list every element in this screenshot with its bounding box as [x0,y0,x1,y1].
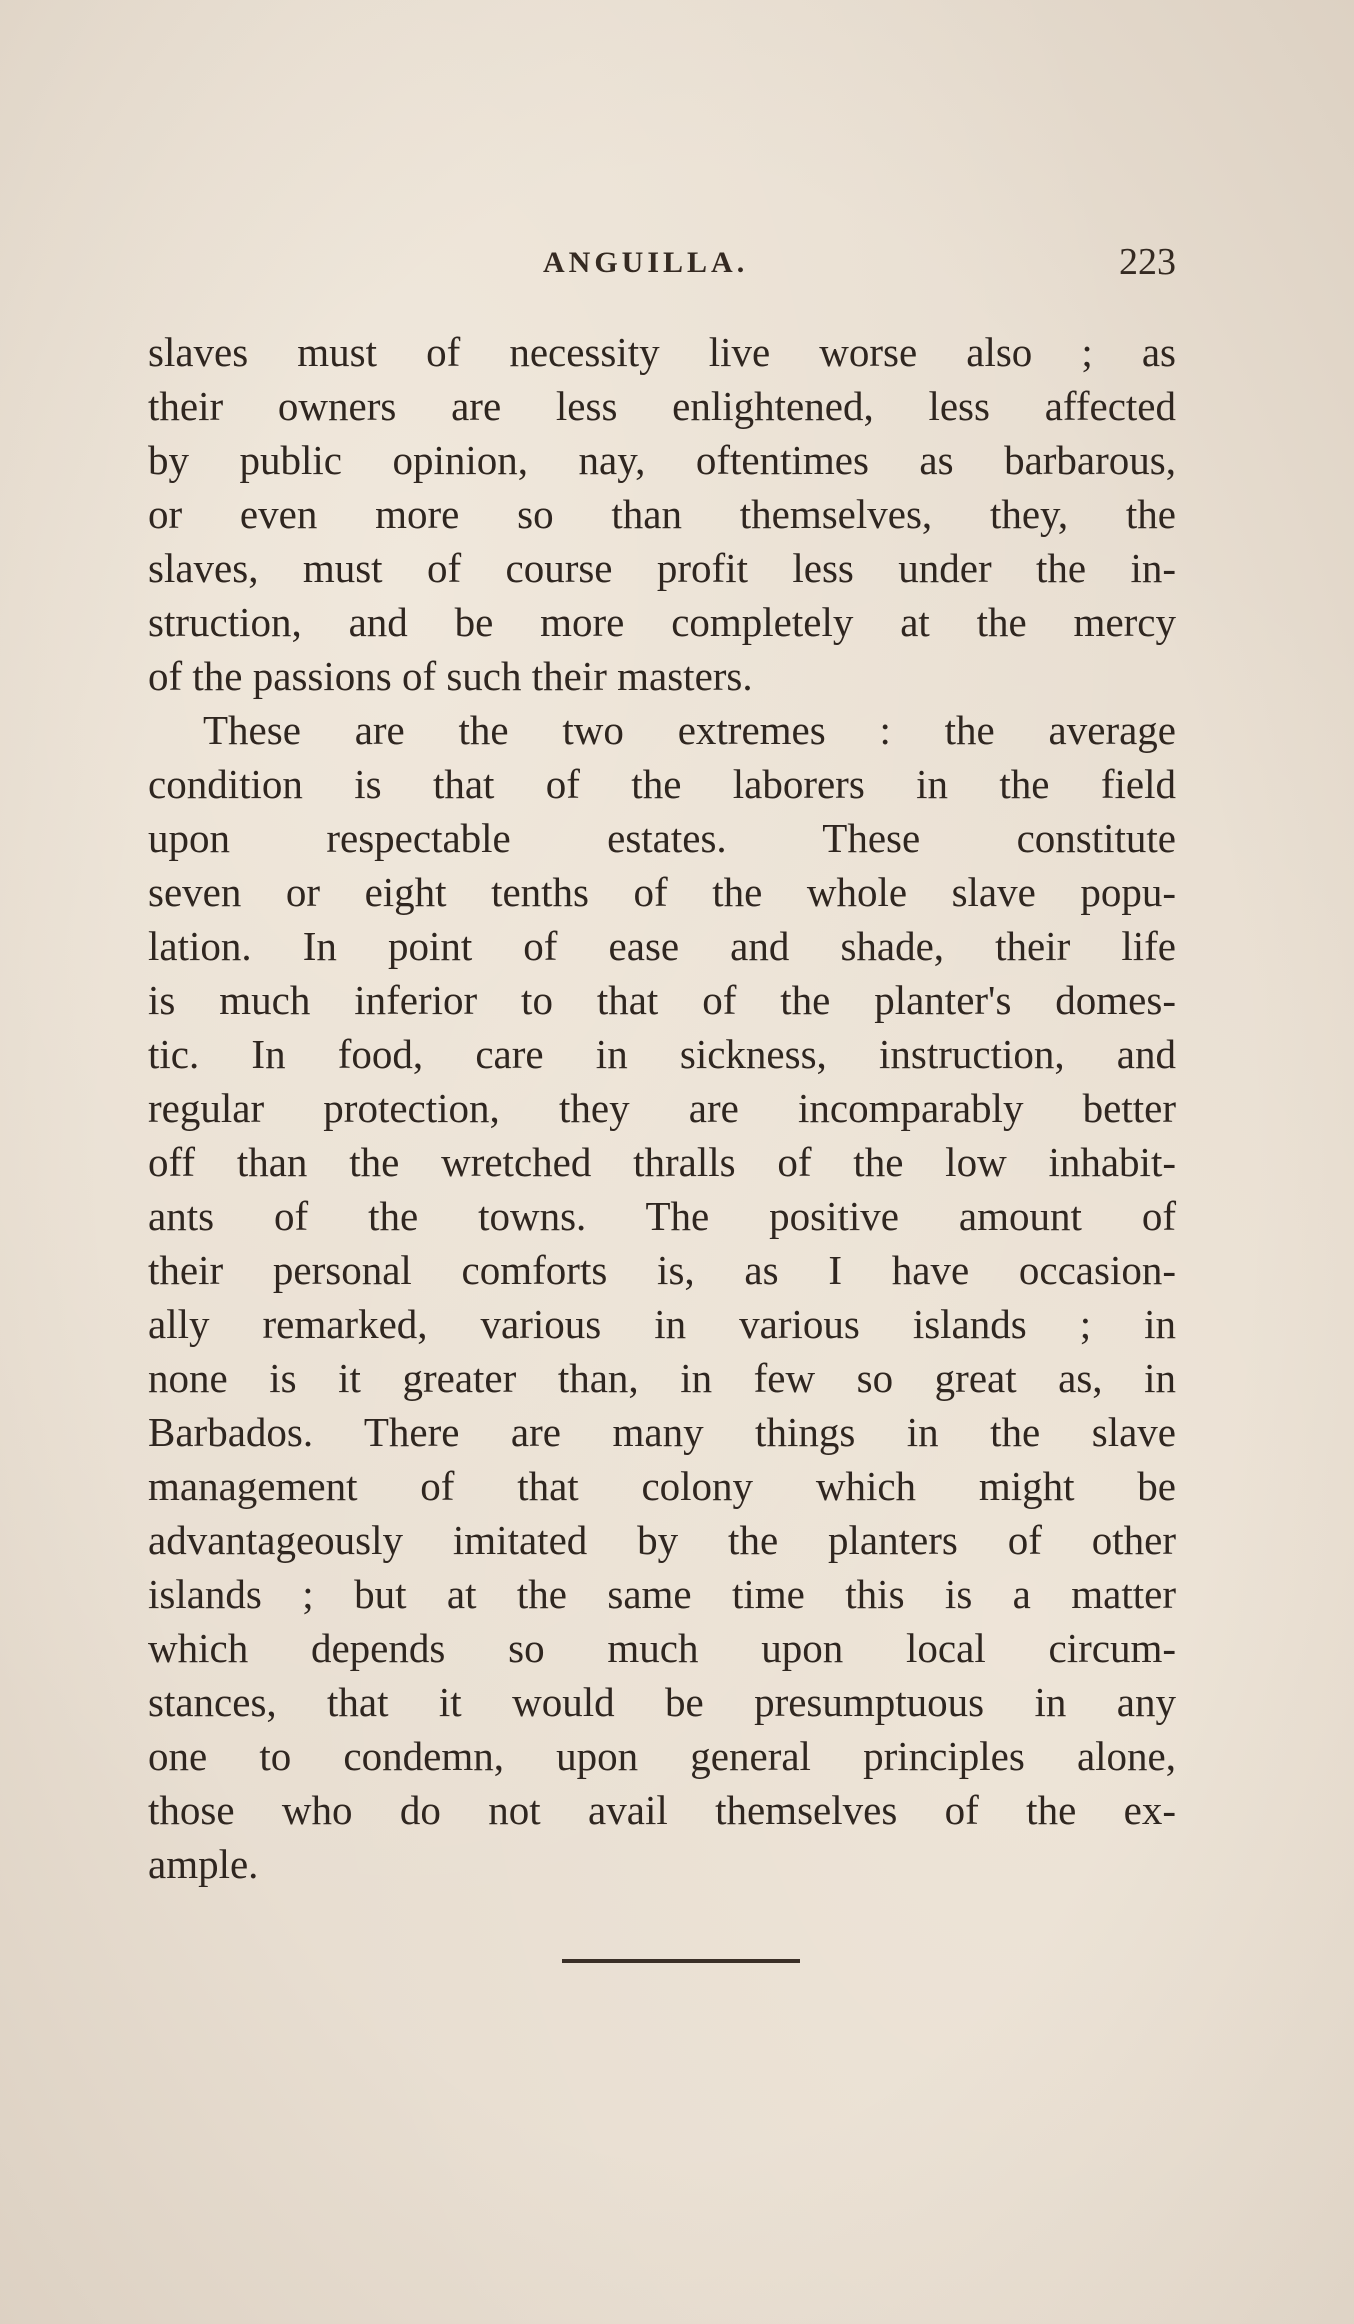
section-end-rule [562,1959,800,1963]
text-line: ants of the towns. The positive amount of [148,1193,1176,1239]
text-line: or even more so than themselves, they, the [148,491,1176,537]
text-line: of the passions of such their masters. [148,653,753,699]
text-line: off than the wretched thralls of the low inhabit- [148,1139,1176,1185]
text-line: seven or eight tenths of the whole slave popu- [148,869,1176,915]
body-text [148,325,1176,1891]
text-line: is much inferior to that of the planter's domes- [148,977,1176,1023]
text-line: none is it greater than, in few so great as, in [148,1355,1176,1401]
paragraph-2 [148,703,1176,1891]
text-line: lation. In point of ease and shade, their life [148,923,1176,969]
text-line: management of that colony which might be [148,1463,1176,1509]
text-line: which depends so much upon local circum- [148,1625,1176,1671]
text-line: tic. In food, care in sickness, instruction, and [148,1031,1176,1077]
text-line: These are the two extremes : the average [203,707,1176,753]
text-line: condition is that of the laborers in the field [148,761,1176,807]
text-line: advantageously imitated by the planters of other [148,1517,1176,1563]
text-line: ample. [148,1841,259,1887]
text-line: their owners are less enlightened, less affected [148,383,1176,429]
text-line: islands ; but at the same time this is a matter [148,1571,1176,1617]
text-line: by public opinion, nay, oftentimes as barbarous, [148,437,1176,483]
text-line: stances, that it would be presumptuous in any [148,1679,1176,1725]
page-header [148,240,1176,300]
text-line: slaves, must of course profit less under the in- [148,545,1176,591]
text-line: Barbados. There are many things in the slave [148,1409,1176,1455]
text-line: slaves must of necessity live worse also ; as [148,329,1176,375]
text-line: struction, and be more completely at the mercy [148,599,1176,645]
paragraph-1 [148,325,1176,703]
text-line: those who do not avail themselves of the ex- [148,1787,1176,1833]
text-line: one to condemn, upon general principles alone, [148,1733,1176,1779]
text-line: ally remarked, various in various islands ; in [148,1301,1176,1347]
text-line: regular protection, they are incomparably better [148,1085,1176,1131]
text-line: upon respectable estates. These constitute [148,815,1176,861]
text-line: their personal comforts is, as I have occasion- [148,1247,1176,1293]
page-number: 223 [1119,241,1176,283]
running-head: ANGUILLA. [543,246,749,279]
